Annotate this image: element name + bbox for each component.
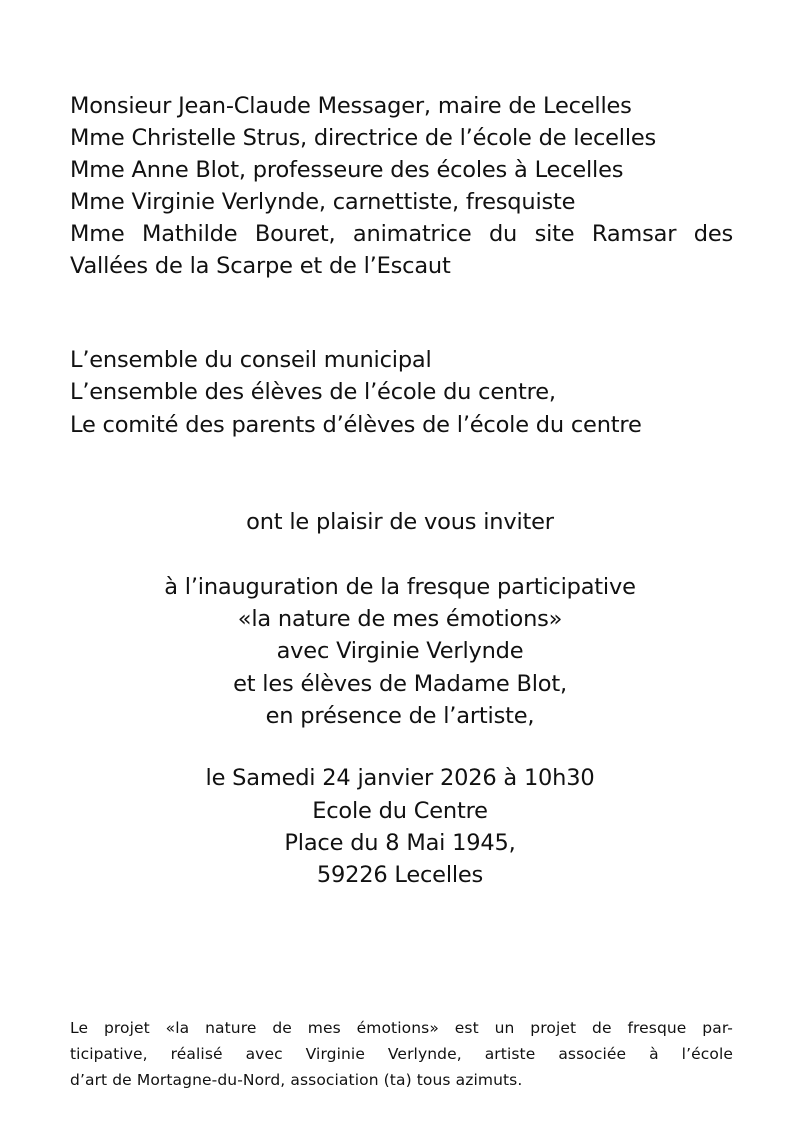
host-line: Mme Christelle Strus, directrice de l’école de lecelles xyxy=(70,125,657,151)
event-line: à l’inauguration de la fresque participative xyxy=(164,574,636,600)
venue-address: Place du 8 Mai 1945, xyxy=(284,830,516,856)
event-line: en présence de l’artiste, xyxy=(265,703,535,729)
host-line: Monsieur Jean-Claude Messager, maire de Lecelles xyxy=(70,93,632,119)
venue-city: 59226 Lecelles xyxy=(316,862,484,888)
group-line: Le comité des parents d’élèves de l’école du centre xyxy=(70,412,642,438)
host-line: Mme Virginie Verlynde, carnettiste, fresquiste xyxy=(70,189,576,215)
event-line: avec Virginie Verlynde xyxy=(276,638,524,664)
group-line: L’ensemble des élèves de l’école du centre, xyxy=(70,379,556,405)
event-line: et les élèves de Madame Blot, xyxy=(233,671,567,697)
event-date: le Samedi 24 janvier 2026 à 10h30 xyxy=(205,765,595,791)
venue-name: Ecole du Centre xyxy=(312,798,488,824)
footnote-line: d’art de Mortagne-du-Nord, association (ta) tous azimuts. xyxy=(70,1071,523,1089)
footnote-line: ticipative, réalisé avec Virginie Verlynde, artiste associée à l’école xyxy=(70,1045,733,1063)
host-line: Mme Mathilde Bouret, animatrice du site Ramsar des xyxy=(70,221,733,247)
host-line: Vallées de la Scarpe et de l’Escaut xyxy=(70,253,451,279)
event-title: «la nature de mes émotions» xyxy=(237,606,563,632)
host-line: Mme Anne Blot, professeure des écoles à Lecelles xyxy=(70,157,624,183)
footnote-line: Le projet «la nature de mes émotions» est un projet de fresque par- xyxy=(70,1019,733,1037)
invitation-line: ont le plaisir de vous inviter xyxy=(246,509,554,535)
group-line: L’ensemble du conseil municipal xyxy=(70,347,432,373)
